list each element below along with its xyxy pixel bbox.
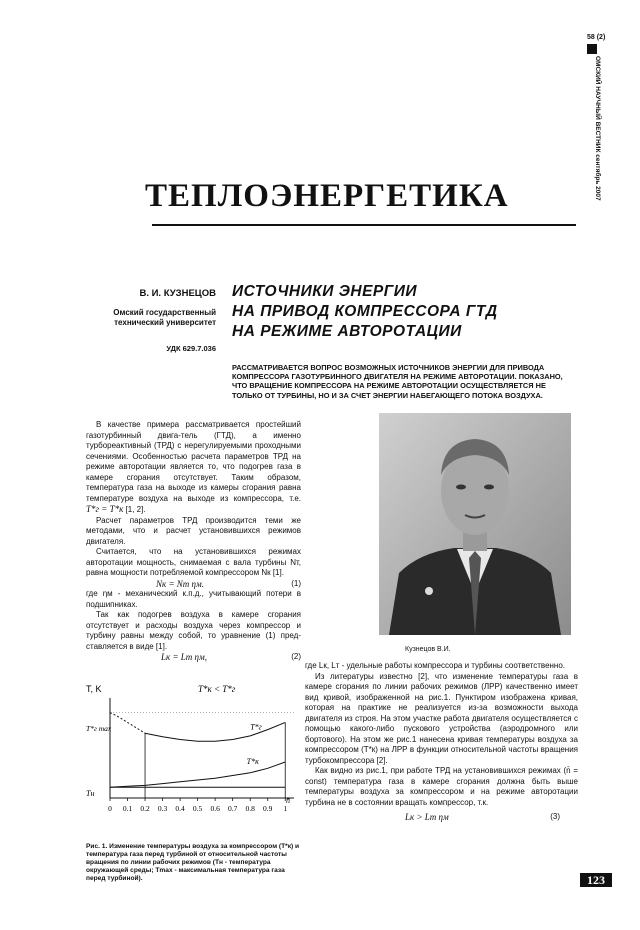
page-number: 123 xyxy=(580,873,612,887)
paragraph: где ηм - механический к.п.д., учитывающий потери в подшипниках. xyxy=(86,589,301,609)
article-title xyxy=(232,282,577,342)
y-label-tmax: T*г max xyxy=(86,724,112,733)
x-tick-label: 0.9 xyxy=(263,804,273,813)
plot-area xyxy=(108,698,294,813)
right-column xyxy=(305,661,578,823)
paragraph: где Lк, Lт - удельные работы компрессора и турбины соответственно. xyxy=(305,661,566,670)
inline-formula: T*г = T*к xyxy=(86,504,124,514)
x-tick-label: 0 xyxy=(108,804,112,813)
series-label-tg: T*г xyxy=(250,722,262,732)
series-line xyxy=(110,762,285,787)
author: В. И. КУЗНЕЦОВ xyxy=(139,288,216,299)
x-tick-label: 0.6 xyxy=(210,804,220,813)
x-axis-label: n̄ xyxy=(286,796,290,805)
y-axis-label: T, K xyxy=(86,684,102,694)
udk-code: УДК 629.7.036 xyxy=(166,344,216,353)
journal-name: ОМСКИЙ НАУЧНЫЙ ВЕСТНИК сентябрь 2007 xyxy=(594,56,601,201)
x-tick-label: 0.1 xyxy=(122,804,133,813)
title-line: НА РЕЖИМЕ АВТОРОТАЦИИ xyxy=(232,323,462,340)
journal-code: 58 (2) xyxy=(587,34,606,41)
y-label-tn: Tн xyxy=(86,789,95,798)
series-label-tk: T*к xyxy=(246,756,259,766)
x-tick-label: 0.8 xyxy=(245,804,255,813)
section-divider xyxy=(152,224,576,226)
journal-sidebar xyxy=(585,34,617,220)
x-tick-label: 0.2 xyxy=(140,804,150,813)
affiliation: Омский государственный технический университет xyxy=(113,308,216,327)
figure-caption: Рис. 1. Изменение температуры воздуха за компрессором (T*к) и температура газа перед турбиной от относительной частоты вращения по линии рабочих режимов (Tн - температура окружающей среды; Tmax - максимальная температура газа перед турбиной). xyxy=(86,843,300,882)
x-tick-label: 0.4 xyxy=(175,804,185,813)
chart-annotation: T*к < T*г xyxy=(198,684,236,694)
title-line: ИСТОЧНИКИ ЭНЕРГИИ xyxy=(232,283,418,300)
journal-logo xyxy=(587,44,597,54)
paragraph: Расчет параметров ТРД производится теми же методами, что и расчет установившихся режимов двигателя. xyxy=(86,515,301,546)
paragraph: Считается, что на установившихся режимах авторотации мощность, снимаемая с вала турбины Nт, равна мощности потребляемой компрессором Nк [1]. xyxy=(86,547,301,577)
paragraph: Из литературы известно [2], что изменение температуры газа в камере сгорания по линии рабочих режимов (ЛРР) качественно имеет вид кривой, изображенной на рис.1. Пунктиром изображена кривая, которая на практике не реализуется из-за возможности выхода двигателя из строя. На этом участке работа двигателя осуществляется с помощью какого-либо пускового устройства (аэродромного или бортового). На этом же рис.1 нанесена кривая температуры воздуха за компрессором (T*к) на ЛРР в функции относительной частоты вращения турбокомпрессора [2]. xyxy=(305,671,578,765)
paragraph: Так как подогрев воздуха в камере сгорания отсутствует и расходы воздуха через компрессор и турбину равны между собой, то уравнение (1) пред-ставляется в виде [1]. xyxy=(86,610,301,651)
paragraph: В качестве примера рассматривается простейший газотурбинный двига-тель (ГТД), а именно турбореактивный (ТРД) с нерегулируемыми проходными сечениями. Особенностью расчета параметров ТРД на режиме авторотации является то, что подогрев газа в камере сгорания отсутствует. Таким образом, температура газа на выходе из камеры сгорания равна температуре воздуха на выходе из компрессора, т.е. T*г = T*к [1, 2]. xyxy=(86,420,301,514)
section-title: ТЕПЛОЭНЕРГЕТИКА xyxy=(145,178,509,214)
author-photo xyxy=(379,413,571,635)
left-column xyxy=(86,420,301,663)
equation-2: Lк = Lт ηм, (2) xyxy=(161,652,301,662)
title-line: НА ПРИВОД КОМПРЕССОРА ГТД xyxy=(232,303,498,320)
figure-1-chart xyxy=(86,668,300,840)
series-line xyxy=(145,722,285,741)
abstract: РАССМАТРИВАЕТСЯ ВОПРОС ВОЗМОЖНЫХ ИСТОЧНИКОВ ЭНЕРГИИ ДЛЯ ПРИВОДА КОМПРЕССОРА ГАЗОТУРБИННОГО ДВИГАТЕЛЯ НА РЕЖИМЕ АВТОРОТАЦИИ. ПОКАЗАНО, ЧТО ВРАЩЕНИЕ КОМПРЕССОРА НА РЕЖИМЕ АВТОРОТАЦИИ ОСУЩЕСТВЛЯЕТСЯ НЕ ТОЛЬКО ОТ ТУРБИНЫ, НО И ЗА СЧЕТ ЭНЕРГИИ НАБЕГАЮЩЕГО ПОТОКА ВОЗДУХА. xyxy=(232,363,563,400)
equation-1: Nк = Nт ηм. (1) xyxy=(156,578,301,589)
x-tick-label: 0.5 xyxy=(192,804,203,813)
paragraph: Как видно из рис.1, при работе ТРД на установившихся режимах (n̄ = const) температура газа в камере сгорания должна быть выше температуры воздуха за компрессором и на режиме авторотации турбина не в состоянии вращать компрессор, т.к. xyxy=(305,766,578,807)
x-tick-label: 0.3 xyxy=(157,804,168,813)
series-line xyxy=(110,713,145,734)
portrait-image xyxy=(379,413,571,635)
x-tick-label: 0.7 xyxy=(227,804,238,813)
x-tick-label: 1 xyxy=(283,804,288,813)
equation-3: Lк > Lт ηм (3) xyxy=(405,812,560,822)
photo-caption: Кузнецов В.И. xyxy=(405,646,451,653)
